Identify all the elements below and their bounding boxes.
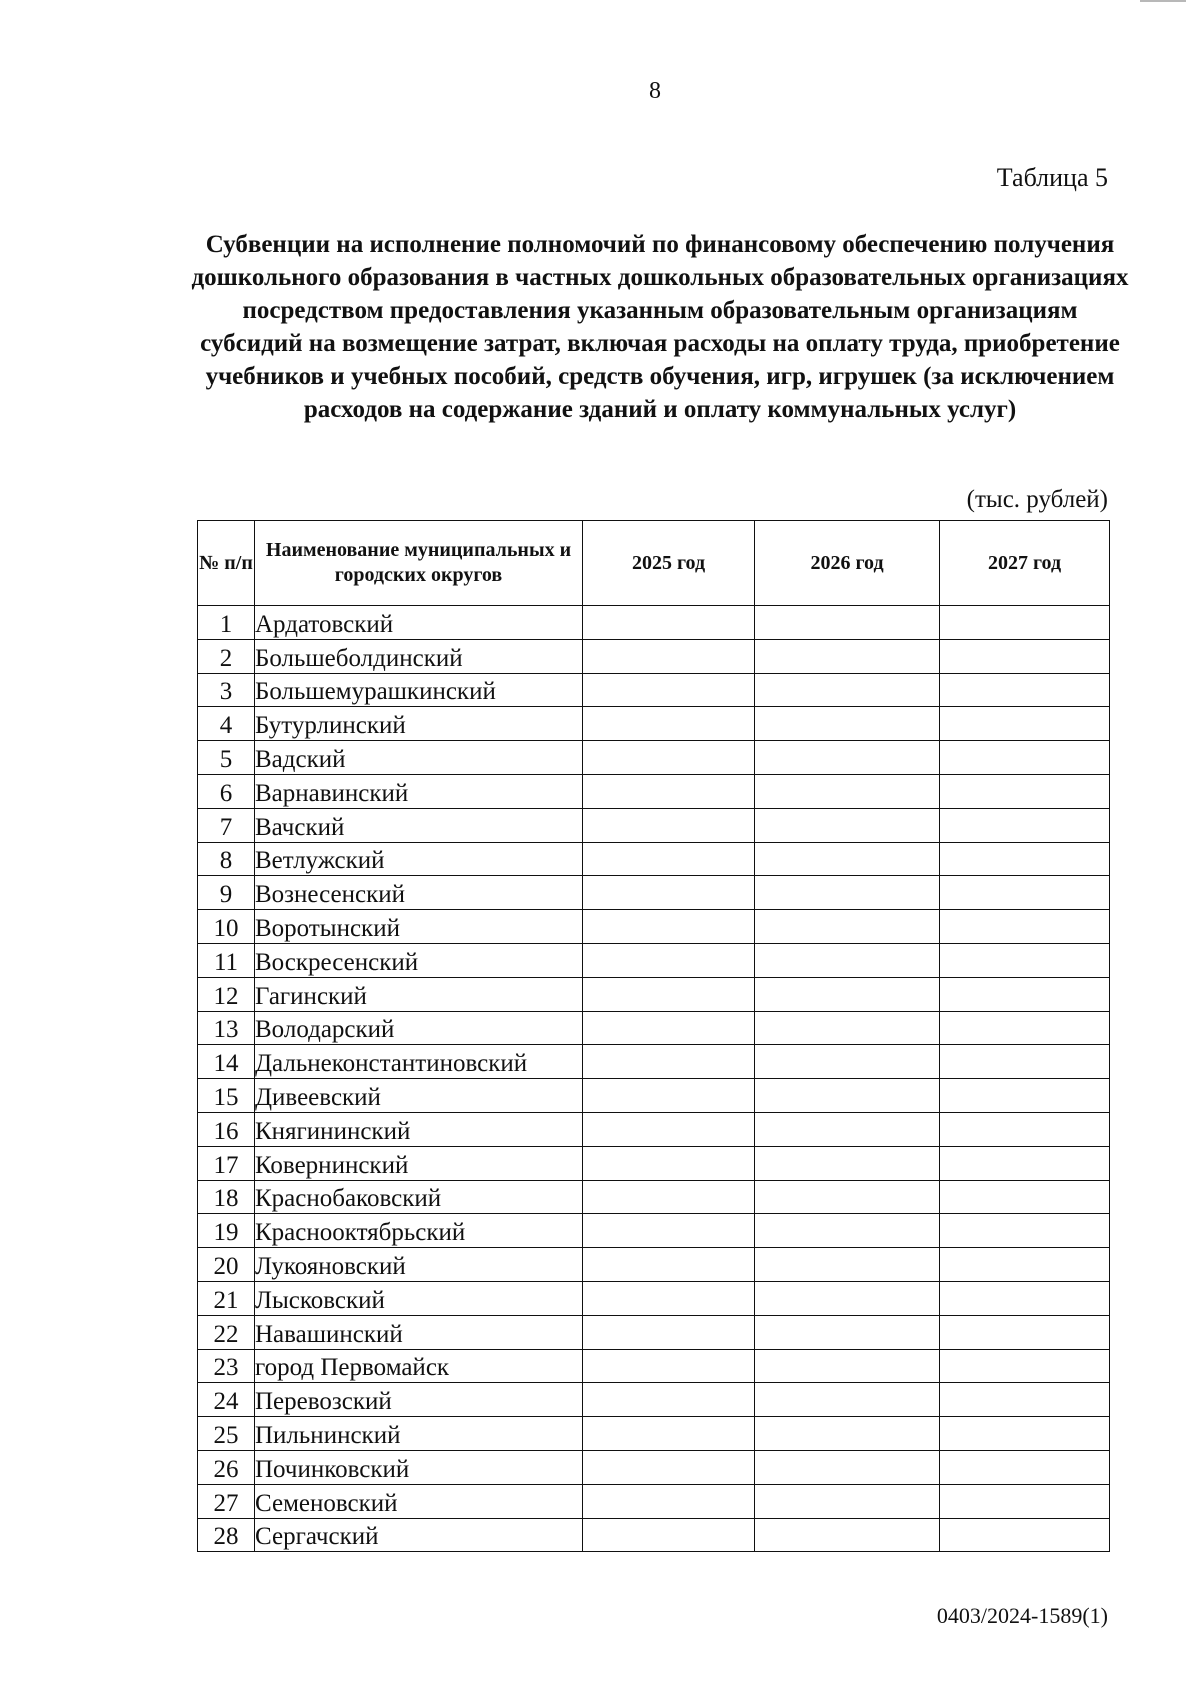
value-2027	[940, 1315, 1110, 1349]
municipality-name: Вачский	[255, 808, 583, 842]
municipality-name: Дальнеконстантиновский	[255, 1045, 583, 1079]
value-2026	[755, 639, 940, 673]
table-row	[198, 943, 1110, 977]
row-number: 7	[198, 808, 255, 842]
table-row	[198, 741, 1110, 775]
units-label: (тыс. рублей)	[966, 486, 1108, 513]
value-2027	[940, 1281, 1110, 1315]
municipality-name: Ардатовский	[255, 606, 583, 640]
value-2026	[755, 1079, 940, 1113]
value-2025	[583, 1417, 755, 1451]
municipality-name: Краснооктябрьский	[255, 1214, 583, 1248]
municipality-name: Лукояновский	[255, 1248, 583, 1282]
table-row	[198, 1417, 1110, 1451]
value-2025	[583, 1214, 755, 1248]
value-2027	[940, 1112, 1110, 1146]
row-number: 13	[198, 1011, 255, 1045]
row-number: 9	[198, 876, 255, 910]
row-number: 27	[198, 1484, 255, 1518]
value-2027	[940, 1518, 1110, 1552]
row-number: 10	[198, 910, 255, 944]
municipality-name: Володарский	[255, 1011, 583, 1045]
value-2025	[583, 774, 755, 808]
value-2027	[940, 1146, 1110, 1180]
subsidy-table	[197, 520, 1110, 1552]
table-row	[198, 1214, 1110, 1248]
value-2027	[940, 1248, 1110, 1282]
value-2026	[755, 876, 940, 910]
row-number: 21	[198, 1281, 255, 1315]
value-2025	[583, 1281, 755, 1315]
value-2026	[755, 1315, 940, 1349]
municipality-name: Вознесенский	[255, 876, 583, 910]
table-row	[198, 1146, 1110, 1180]
value-2025	[583, 1484, 755, 1518]
value-2025	[583, 876, 755, 910]
row-number: 25	[198, 1417, 255, 1451]
row-number: 17	[198, 1146, 255, 1180]
value-2025	[583, 606, 755, 640]
header-2025: 2025 год	[583, 521, 755, 606]
row-number: 8	[198, 842, 255, 876]
value-2025	[583, 673, 755, 707]
municipality-name: Большеболдинский	[255, 639, 583, 673]
value-2027	[940, 707, 1110, 741]
scan-edge-mark	[1140, 0, 1186, 2]
page-number: 8	[649, 78, 661, 104]
table-body	[198, 606, 1110, 1552]
value-2025	[583, 1518, 755, 1552]
value-2025	[583, 1450, 755, 1484]
table-row	[198, 1079, 1110, 1113]
value-2027	[940, 1079, 1110, 1113]
header-num: № п/п	[198, 521, 255, 606]
value-2026	[755, 741, 940, 775]
value-2027	[940, 1011, 1110, 1045]
table-row	[198, 1112, 1110, 1146]
value-2027	[940, 1180, 1110, 1214]
value-2027	[940, 943, 1110, 977]
row-number: 14	[198, 1045, 255, 1079]
municipality-name: город Первомайск	[255, 1349, 583, 1383]
row-number: 28	[198, 1518, 255, 1552]
table-row	[198, 1518, 1110, 1552]
value-2026	[755, 808, 940, 842]
value-2026	[755, 842, 940, 876]
municipality-name: Ветлужский	[255, 842, 583, 876]
value-2027	[940, 808, 1110, 842]
table-row	[198, 1484, 1110, 1518]
value-2025	[583, 842, 755, 876]
value-2025	[583, 910, 755, 944]
value-2026	[755, 1011, 940, 1045]
table-row	[198, 1180, 1110, 1214]
table-row	[198, 707, 1110, 741]
value-2027	[940, 876, 1110, 910]
value-2025	[583, 1045, 755, 1079]
row-number: 24	[198, 1383, 255, 1417]
value-2027	[940, 1045, 1110, 1079]
municipality-name: Перевозский	[255, 1383, 583, 1417]
row-number: 15	[198, 1079, 255, 1113]
municipality-name: Пильнинский	[255, 1417, 583, 1451]
value-2025	[583, 1383, 755, 1417]
row-number: 4	[198, 707, 255, 741]
value-2027	[940, 639, 1110, 673]
row-number: 18	[198, 1180, 255, 1214]
value-2027	[940, 1349, 1110, 1383]
document-title: Субвенции на исполнение полномочий по финансовому обеспечению получения дошкольного образования в частных дошкольных образовательных организациях посредством предоставления указанным образовательным организациям субсидий на возмещение затрат, включая расходы на оплату труда, приобретение учебников и учебных пособий, средств обучения, игр, игрушек (за исключением расходов на содержание зданий и оплату коммунальных услуг)	[191, 231, 1129, 423]
table-row	[198, 1349, 1110, 1383]
value-2025	[583, 808, 755, 842]
value-2027	[940, 1417, 1110, 1451]
value-2027	[940, 977, 1110, 1011]
row-number: 20	[198, 1248, 255, 1282]
municipality-name: Вадский	[255, 741, 583, 775]
table-row	[198, 1315, 1110, 1349]
value-2026	[755, 1518, 940, 1552]
table-row	[198, 1281, 1110, 1315]
table-row	[198, 1248, 1110, 1282]
value-2025	[583, 977, 755, 1011]
value-2026	[755, 1248, 940, 1282]
value-2025	[583, 639, 755, 673]
municipality-name: Сергачский	[255, 1518, 583, 1552]
table-row	[198, 1383, 1110, 1417]
table-header-row	[198, 521, 1110, 606]
document-code: 0403/2024-1589(1)	[936, 1603, 1108, 1628]
row-number: 5	[198, 741, 255, 775]
value-2026	[755, 1112, 940, 1146]
value-2027	[940, 1484, 1110, 1518]
value-2027	[940, 1450, 1110, 1484]
row-number: 16	[198, 1112, 255, 1146]
value-2025	[583, 1180, 755, 1214]
value-2026	[755, 910, 940, 944]
table-row	[198, 673, 1110, 707]
table-row	[198, 910, 1110, 944]
value-2026	[755, 707, 940, 741]
value-2026	[755, 1214, 940, 1248]
value-2026	[755, 1281, 940, 1315]
value-2025	[583, 1079, 755, 1113]
value-2026	[755, 1349, 940, 1383]
value-2027	[940, 606, 1110, 640]
value-2027	[940, 774, 1110, 808]
row-number: 6	[198, 774, 255, 808]
value-2025	[583, 1349, 755, 1383]
row-number: 2	[198, 639, 255, 673]
value-2026	[755, 1146, 940, 1180]
value-2027	[940, 673, 1110, 707]
municipality-name: Воскресенский	[255, 943, 583, 977]
value-2025	[583, 1146, 755, 1180]
row-number: 1	[198, 606, 255, 640]
value-2027	[940, 741, 1110, 775]
row-number: 22	[198, 1315, 255, 1349]
municipality-name: Варнавинский	[255, 774, 583, 808]
table-row	[198, 606, 1110, 640]
municipality-name: Дивеевский	[255, 1079, 583, 1113]
municipality-name: Большемурашкинский	[255, 673, 583, 707]
header-name: Наименование муниципальных и городских округов	[255, 521, 583, 606]
table-row	[198, 876, 1110, 910]
value-2025	[583, 707, 755, 741]
row-number: 26	[198, 1450, 255, 1484]
municipality-name: Княгининский	[255, 1112, 583, 1146]
value-2025	[583, 1112, 755, 1146]
value-2026	[755, 606, 940, 640]
table-row	[198, 639, 1110, 673]
value-2025	[583, 1315, 755, 1349]
value-2026	[755, 1383, 940, 1417]
municipality-name: Лысковский	[255, 1281, 583, 1315]
value-2026	[755, 1045, 940, 1079]
value-2025	[583, 1011, 755, 1045]
table-row	[198, 1450, 1110, 1484]
value-2027	[940, 842, 1110, 876]
table-label: Таблица 5	[996, 163, 1108, 192]
municipality-name: Навашинский	[255, 1315, 583, 1349]
table-row	[198, 1011, 1110, 1045]
value-2026	[755, 1484, 940, 1518]
value-2027	[940, 910, 1110, 944]
value-2027	[940, 1214, 1110, 1248]
value-2026	[755, 1450, 940, 1484]
value-2026	[755, 774, 940, 808]
header-2027: 2027 год	[940, 521, 1110, 606]
row-number: 3	[198, 673, 255, 707]
value-2026	[755, 1417, 940, 1451]
municipality-name: Семеновский	[255, 1484, 583, 1518]
table-row	[198, 977, 1110, 1011]
municipality-name: Починковский	[255, 1450, 583, 1484]
row-number: 19	[198, 1214, 255, 1248]
value-2026	[755, 1180, 940, 1214]
municipality-name: Гагинский	[255, 977, 583, 1011]
value-2025	[583, 1248, 755, 1282]
value-2027	[940, 1383, 1110, 1417]
table-row	[198, 774, 1110, 808]
value-2026	[755, 977, 940, 1011]
row-number: 23	[198, 1349, 255, 1383]
row-number: 12	[198, 977, 255, 1011]
municipality-name: Воротынский	[255, 910, 583, 944]
row-number: 11	[198, 943, 255, 977]
value-2025	[583, 943, 755, 977]
municipality-name: Ковернинский	[255, 1146, 583, 1180]
table-row	[198, 808, 1110, 842]
header-2026: 2026 год	[755, 521, 940, 606]
municipality-name: Бутурлинский	[255, 707, 583, 741]
value-2026	[755, 673, 940, 707]
municipality-name: Краснобаковский	[255, 1180, 583, 1214]
table-row	[198, 1045, 1110, 1079]
table-row	[198, 842, 1110, 876]
value-2026	[755, 943, 940, 977]
value-2025	[583, 741, 755, 775]
